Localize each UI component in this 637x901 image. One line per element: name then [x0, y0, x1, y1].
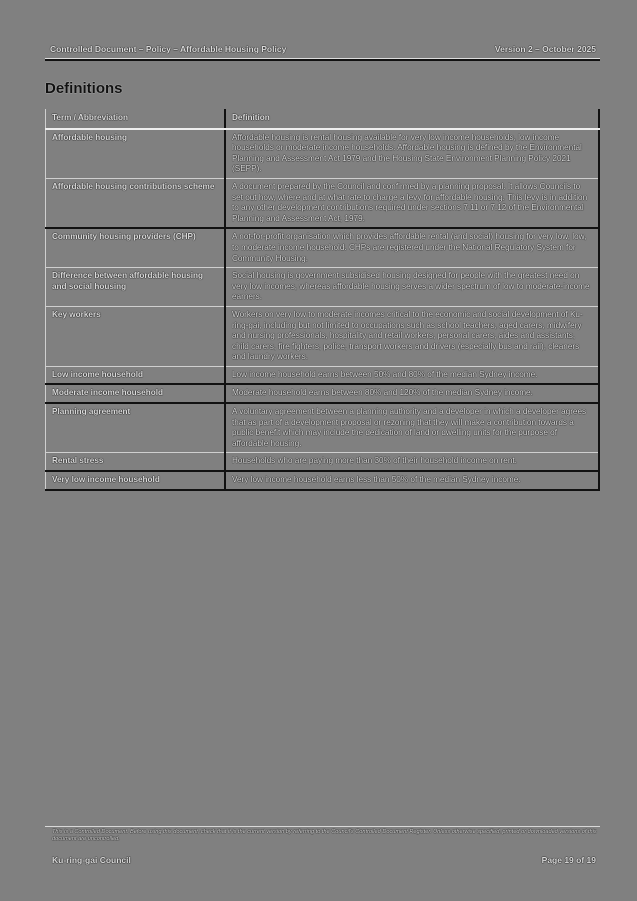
- table-row: [46, 268, 600, 307]
- definitions-table: [45, 109, 600, 491]
- page-header: [50, 40, 596, 58]
- definition-cell: Very low income household earns less than 50% of the median Sydney income.: [225, 471, 599, 490]
- table-row: [46, 471, 600, 490]
- header-divider: [45, 58, 600, 61]
- controlled-document-notice: This is a Controlled Document. Before using this document, check that it is the current version by referring to the Council's Controlled Document Register. Unless otherwise specified, printed or downloaded versions of this document are uncontrolled.: [52, 829, 597, 842]
- header-document-title: Controlled Document – Policy – Affordable Housing Policy: [50, 44, 287, 54]
- term-cell: Key workers: [46, 306, 226, 366]
- term-cell: Rental stress: [46, 453, 226, 471]
- table-row: [46, 366, 600, 384]
- table-row: [46, 453, 600, 471]
- term-cell: Moderate income household: [46, 384, 226, 403]
- term-cell: Low income household: [46, 366, 226, 384]
- footer-divider: [45, 826, 600, 827]
- definition-cell: A not-for-profit organisation which provides affordable rental (and social) housing for very low, low, to moderate income household. CHPs are registered under the National Regulatory System for Community Housing.: [225, 228, 599, 267]
- definition-cell: Moderate household earns between 80% and 120% of the median Sydney income.: [225, 384, 599, 403]
- term-cell: Community housing providers (CHP): [46, 228, 226, 267]
- table-row: [46, 384, 600, 403]
- term-cell: Affordable housing: [46, 129, 226, 179]
- term-cell: Difference between affordable housing and social housing: [46, 268, 226, 307]
- table-row: [46, 129, 600, 179]
- term-cell: Planning agreement: [46, 403, 226, 453]
- definition-cell: A voluntary agreement between a planning authority and a developer in which a developer agrees that as part of a development proposal or rezoning that they will make a contribution towards a public benefit which may include the dedication of land or dwelling units for the purpose of affordable housing.: [225, 403, 599, 453]
- section-title: Definitions: [45, 80, 123, 97]
- definition-cell: A document prepared by the Council and confirmed by a planning proposal. It allows Councils to set out how, where and at what rate to charge a levy for affordable housing. This levy is in addition to any other development contributions required under sections 7.11 or 7.12 of the Environmental Planning and Assessment Act, 1979.: [225, 178, 599, 228]
- table-row: [46, 403, 600, 453]
- page-footer: [52, 855, 596, 865]
- term-cell: Affordable housing contributions scheme: [46, 178, 226, 228]
- table-header-row: [46, 109, 600, 129]
- definition-cell: Low income household earns between 50% and 80% of the median Sydney income.: [225, 366, 599, 384]
- definition-cell: Affordable housing is rental housing available for very low income households, low income households or moderate income households. Affordable housing is defined by the Environmental Planning and Assessment Act 1979 and the Housing State Environment Planning Policy 2021 (SEPP).: [225, 129, 599, 179]
- definition-cell: Social housing is government subsidised housing designed for people with the greatest need on very low incomes, whereas affordable housing serves a wider spectrum of low to moderate-income earners.: [225, 268, 599, 307]
- definition-cell: Workers on very low to moderate incomes critical to the economic and social development of Ku-ring-gai, including but not limited to occupations such as school teachers, aged carers, midwifery and nursing professionals, hospitality and retail workers, personal carers, aides and assistants, child carers, fire fighters, police, transport workers and drivers (especially bus and rail), cleaners and laundry workers.: [225, 306, 599, 366]
- table-row: [46, 306, 600, 366]
- table-row: [46, 228, 600, 267]
- column-header-definition: Definition: [225, 109, 599, 129]
- column-header-term: Term / Abbreviation: [46, 109, 226, 129]
- page-number: Page 19 of 19: [541, 855, 596, 865]
- definition-cell: Households who are paying more than 30% of their household income on rent.: [225, 453, 599, 471]
- table-row: [46, 178, 600, 228]
- term-cell: Very low income household: [46, 471, 226, 490]
- header-version: Version 2 – October 2025: [494, 44, 596, 54]
- footer-organisation: Ku-ring-gai Council: [52, 855, 131, 865]
